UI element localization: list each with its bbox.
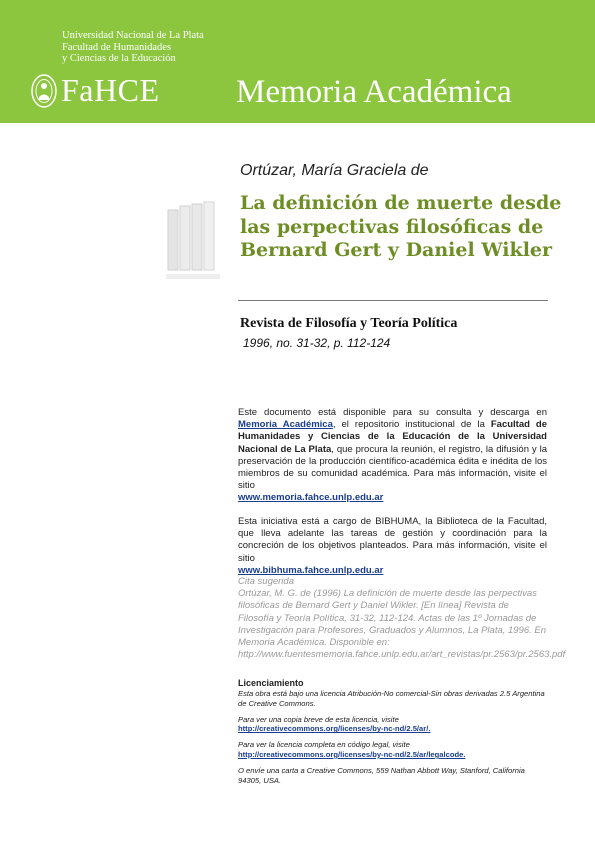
university-name: Universidad Nacional de La Plata [62, 30, 204, 41]
suggested-citation [238, 576, 566, 661]
license-copy-link[interactable]: http://creativecommons.org/licenses/by-nc-nd/2.5/ar/. [238, 724, 431, 734]
fahce-logo: FaHCE [61, 72, 160, 108]
journal-name: Revista de Filosofía y Teoría Política [240, 316, 458, 331]
memoria-site-link[interactable]: www.memoria.fahce.unlp.edu.ar [238, 492, 384, 504]
author: Ortúzar, María Graciela de [240, 162, 429, 179]
repository-info [238, 407, 547, 505]
faculty-line-2: y Ciencias de la Educación [62, 53, 176, 64]
license-mail-text: O envíe una carta a Creative Commons, 559 Nathan Abbott Way, Stanford, California 94305, USA. [238, 765, 525, 785]
university-seal-icon [30, 73, 58, 109]
license-full-text: Para ver la licencia completa en código legal, visite [238, 740, 410, 750]
memoria-academica-link[interactable]: Memoria Académica [238, 419, 333, 431]
license-text: Esta obra está bajo una licencia Atribución-No comercial-Sin obras derivadas 2.5 Argentina de Creative Commons. [238, 689, 545, 708]
bibhuma-info [238, 516, 547, 577]
article-title: La definición de muerte desde las perpectivas filosóficas de Bernard Gert y Daniel Wikler [240, 192, 562, 261]
license-full-link[interactable]: http://creativecommons.org/licenses/by-nc-nd/2.5/ar/legalcode. [238, 749, 466, 759]
faculty-line-1: Facultad de Humanidades [62, 41, 172, 53]
license-heading: Licenciamiento [238, 678, 304, 688]
faculty-bold-text: Facultad de Humanidades y Ciencias de la Educación de la Universidad Nacional de La Plata [238, 419, 548, 455]
books-logo-icon [166, 200, 220, 290]
bibhuma-text: Esta iniciativa está a cargo de BIBHUMA, la Biblioteca de la Facultad, que lleva adelante las tareas de gestión y coordinación para la concreción de los objetivos planteados. Para más información, visite el sitio [238, 516, 547, 564]
bibhuma-site-link[interactable]: www.bibhuma.fahce.unlp.edu.ar [238, 564, 384, 576]
title-divider [238, 300, 548, 301]
info-text-1: Este documento está disponible para su consulta y descarga en [238, 407, 547, 418]
issue-details: 1996, no. 31-32, p. 112-124 [243, 336, 391, 350]
license-copy-text: Para ver una copia breve de esta licencia, visite [238, 714, 399, 724]
repository-title: Memoria Académica [236, 74, 512, 110]
citation-label: Cita sugerida [238, 576, 294, 587]
info-text-2: , el repositorio institucional de la [332, 419, 485, 431]
university-block [62, 30, 204, 65]
info-text-3: , que procura la reunión, el registro, la difusión y la preservación de la producción científico-académica édita e inédita de los miembros de su comunidad académica. Para más información, visite el sitio [238, 443, 547, 492]
license-section [238, 678, 547, 785]
header-banner [0, 0, 595, 123]
citation-text: Ortúzar, M. G. de (1996) La definición de muerte desde las perpectivas filosóficas de Bernard Gert y Daniel Wikler. [En línea] Revista de Filosofía y Teoría Política, 31-32, 112-124. Actas de las 1º Jornadas de Investigación para Profesores, Graduados y Alumnos, La Plata, 1996. En Memoria Académica. Disponible en: http://www.fuentesmemoria.fahce.unlp.edu.ar/art_revistas/pr.2563/pr.2563.pdf [238, 588, 566, 661]
